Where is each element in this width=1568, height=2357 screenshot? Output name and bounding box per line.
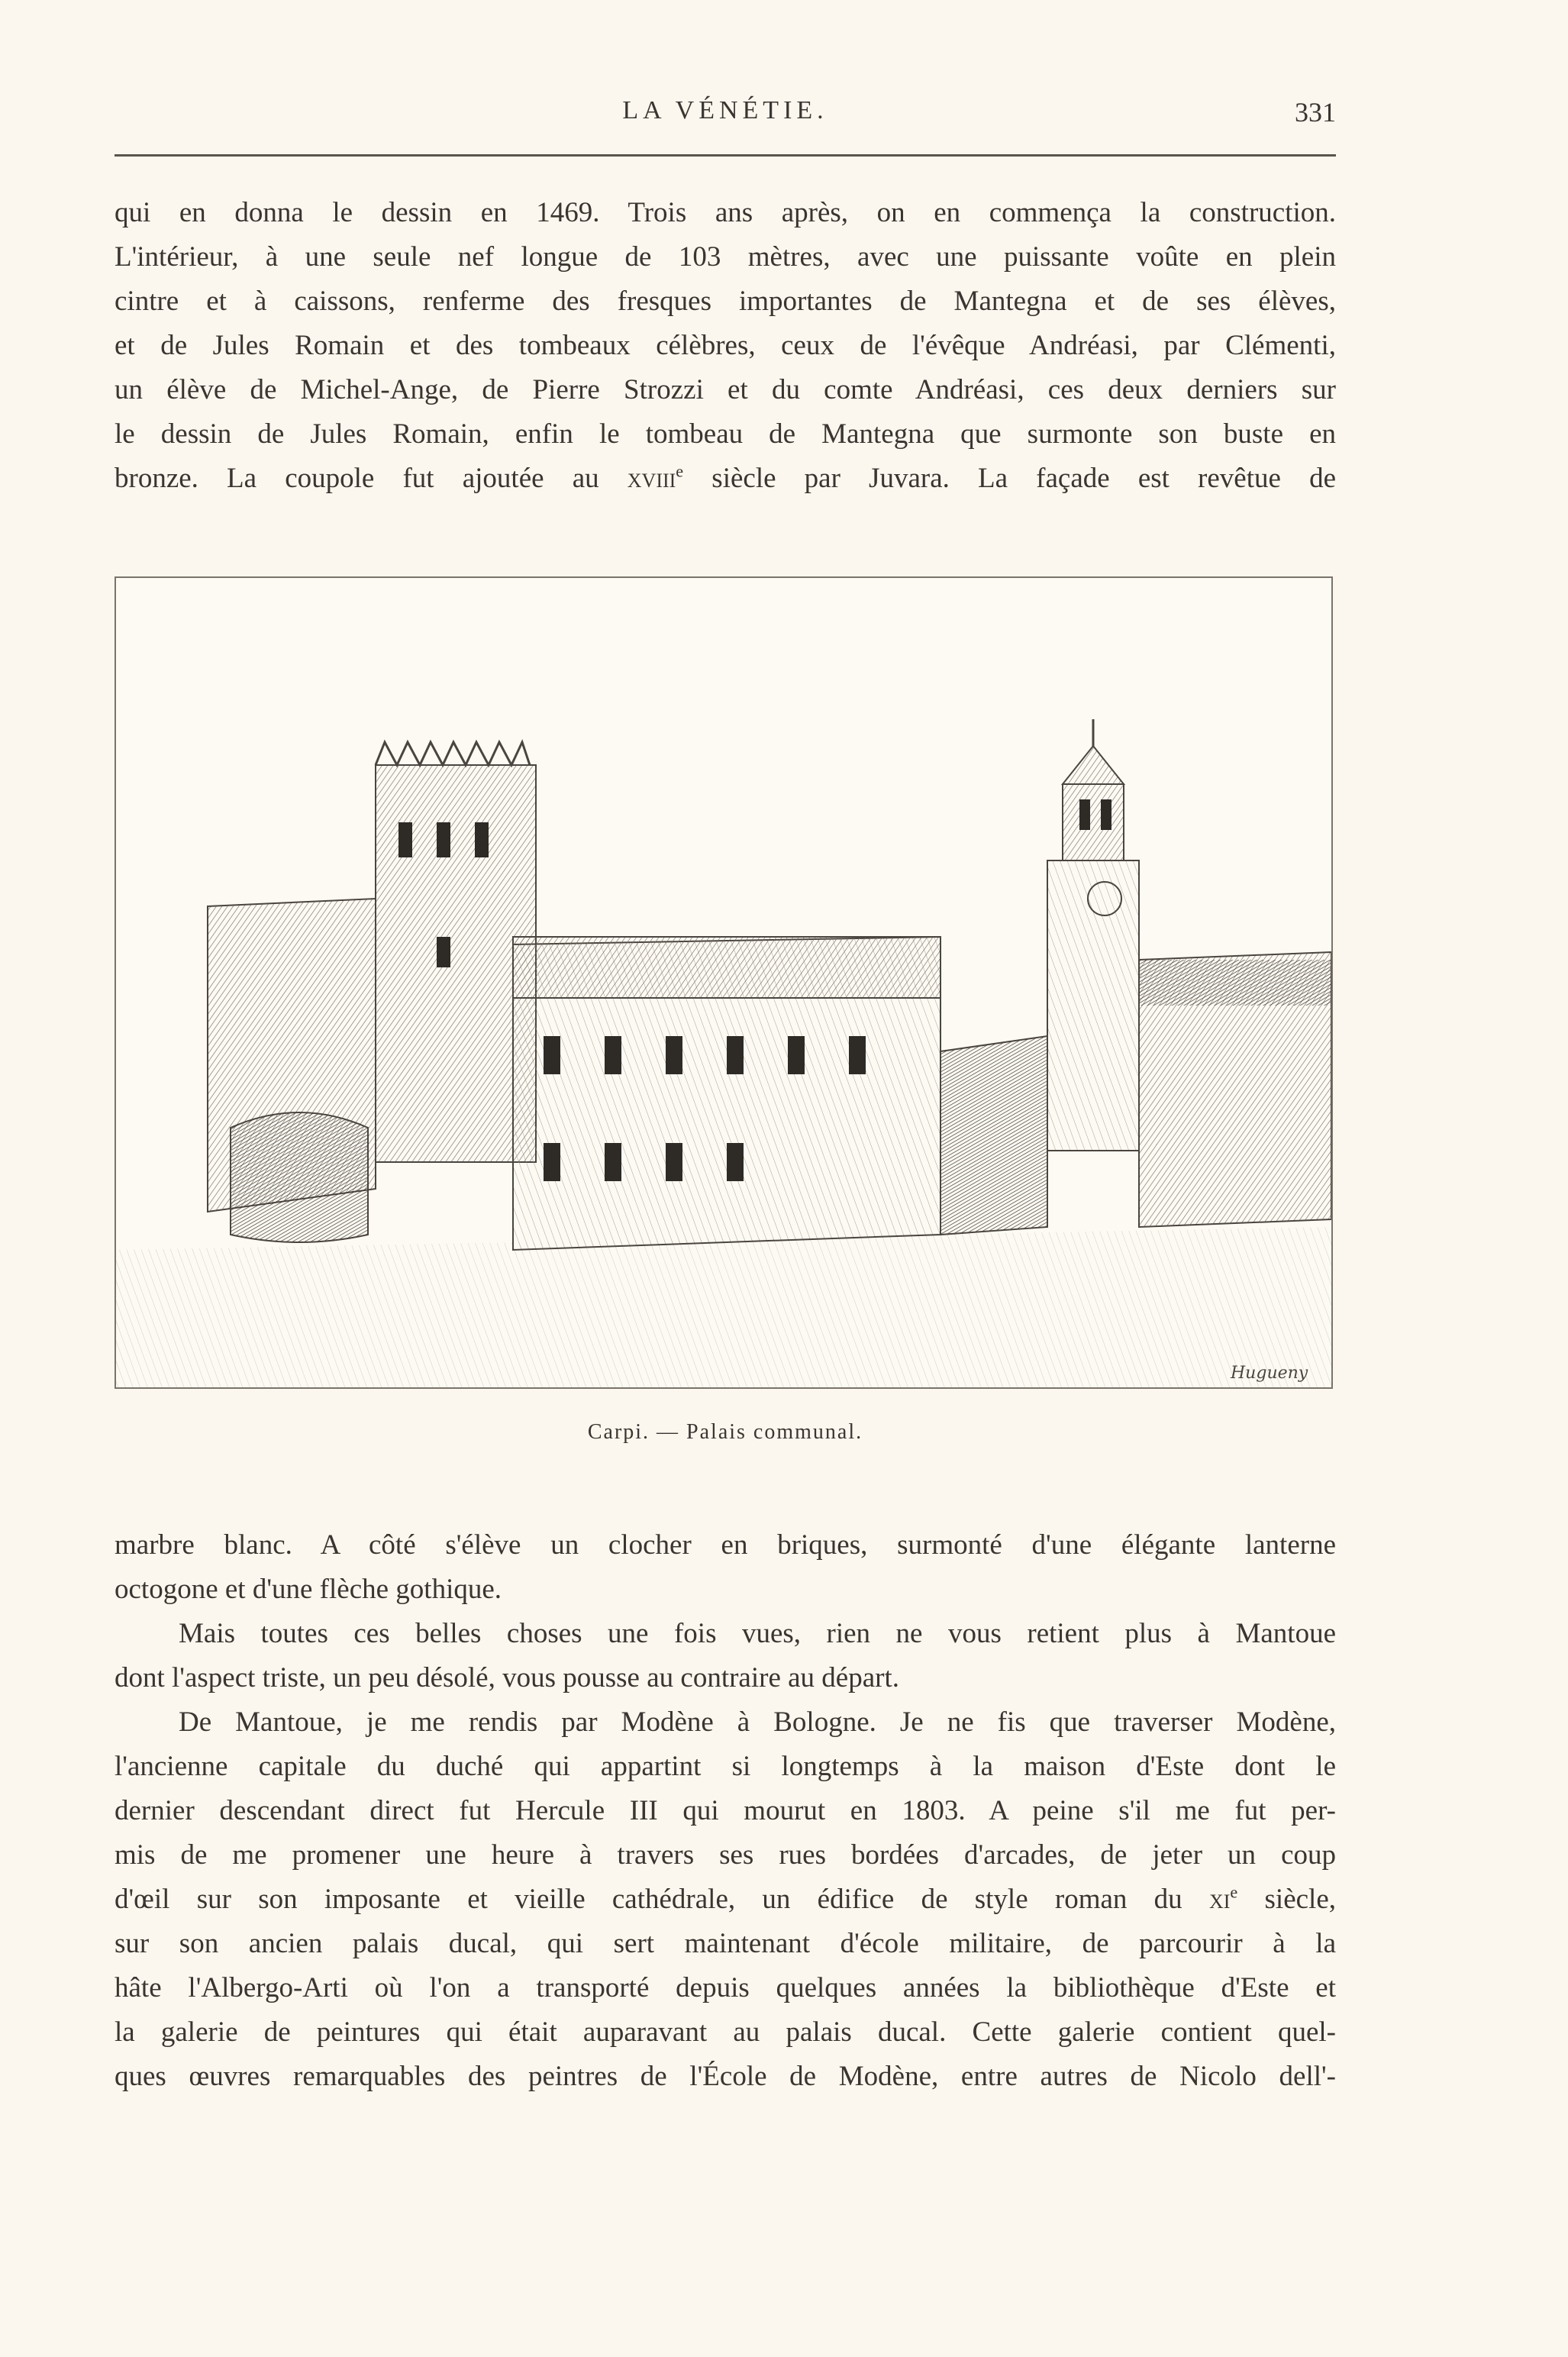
- text-line: cintre et à caissons, renferme des fresques importantes de Mantegna et de ses élèves,: [115, 286, 1336, 317]
- page-header: [115, 90, 1336, 136]
- bottom-text: [115, 1523, 1336, 2099]
- text-line: mis de me promener une heure à travers ses rues bordées d'arcades, de jeter un coup: [115, 1839, 1336, 1871]
- figure-caption: Carpi. — Palais communal.: [587, 1420, 863, 1444]
- text-line: L'intérieur, à une seule nef longue de 103 mètres, avec une puissante voûte en plein: [115, 241, 1336, 273]
- superscript: e: [1230, 1882, 1238, 1902]
- engraving-illustration: [115, 576, 1333, 1389]
- text-line: un élève de Michel-Ange, de Pierre Strozzi et du comte Andréasi, ces deux derniers sur: [115, 374, 1336, 405]
- text-line: la galerie de peintures qui était auparavant au palais ducal. Cette galerie contient quel-: [115, 2016, 1336, 2048]
- text-fragment: siècle par Juvara. La façade est revêtue de: [683, 463, 1336, 494]
- text-fragment: siècle,: [1237, 1884, 1336, 1915]
- century-numeral: xviii: [627, 463, 676, 494]
- superscript: e: [676, 461, 684, 481]
- text-line: [115, 1878, 1336, 1922]
- header-rule: [115, 154, 1336, 157]
- running-title: LA VÉNÉTIE.: [622, 96, 828, 124]
- text-line: le dessin de Jules Romain, enfin le tombeau de Mantegna que surmonte son buste en: [115, 418, 1336, 450]
- text-line: octogone et d'une flèche gothique.: [115, 1574, 502, 1605]
- text-line: ques œuvres remarquables des peintres de l'École de Modène, entre autres de Nicolo dell'-: [115, 2061, 1336, 2092]
- text-line: dont l'aspect triste, un peu désolé, vous pousse au contraire au départ.: [115, 1662, 899, 1693]
- text-line: dernier descendant direct fut Hercule III qui mourut en 1803. A peine s'il me fut per-: [115, 1795, 1336, 1826]
- artist-signature: Hugueny: [1231, 1364, 1308, 1383]
- century-numeral: xi: [1208, 1884, 1231, 1915]
- text-line: [115, 457, 1336, 501]
- top-paragraph: [115, 191, 1336, 501]
- text-line: hâte l'Albergo-Arti où l'on a transporté depuis quelques années la bibliothèque d'Este et: [115, 1972, 1336, 2003]
- text-line: l'ancienne capitale du duché qui appartint si longtemps à la maison d'Este dont le: [115, 1751, 1336, 1782]
- text-fragment: bronze. La coupole fut ajoutée au: [115, 463, 628, 494]
- text-line: marbre blanc. A côté s'élève un clocher en briques, surmonté d'une élégante lanterne: [115, 1529, 1336, 1561]
- text-line: De Mantoue, je me rendis par Modène à Bologne. Je ne fis que traverser Modène,: [179, 1706, 1336, 1738]
- palace-engraving: [116, 578, 1331, 1387]
- text-line: et de Jules Romain et des tombeaux célèbres, ceux de l'évêque Andréasi, par Clémenti,: [115, 330, 1336, 361]
- text-line: qui en donna le dessin en 1469. Trois ans après, on en commença la construction.: [115, 197, 1336, 228]
- text-line: Mais toutes ces belles choses une fois vues, rien ne vous retient plus à Mantoue: [179, 1618, 1336, 1649]
- page-number: 331: [1295, 97, 1336, 128]
- text-fragment: d'œil sur son imposante et vieille cathédrale, un édifice de style roman du: [115, 1884, 1209, 1915]
- text-line: sur son ancien palais ducal, qui sert maintenant d'école militaire, de parcourir à la: [115, 1928, 1336, 1959]
